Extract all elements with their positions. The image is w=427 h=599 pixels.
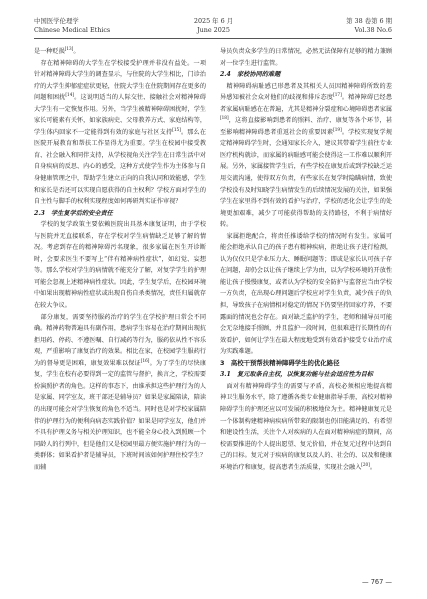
citation[interactable]: [14] [65, 92, 75, 98]
journal-name-en: Chinese Medical Ethics [34, 25, 111, 34]
section-heading-2-3: 2.3 学生复学后的安全责任 [34, 209, 113, 217]
citation[interactable]: [19] [333, 126, 342, 132]
issue-date-en: June 2025 [197, 25, 230, 34]
right-column [220, 46, 392, 473]
section-heading-2-4: 2.4 家校协同的难题 [220, 71, 281, 79]
paragraph: 导员负责众多学生的日常情况，必然无法保障有足够的精力兼顾对一位学生进行监管。 [220, 48, 392, 67]
left-column [34, 46, 206, 473]
citation[interactable]: [17] [333, 92, 342, 98]
issue-date-cn: 2025 年 6 月 [193, 17, 234, 25]
citation[interactable]: [18] [220, 115, 229, 121]
paragraph: 家属拒绝配合，将责任推诿给学校的情况时有发生。家属可能会拒绝承认自己的孩子患有精神疾病，拒绝让孩子进行检测，认为仅仅只是学业压力大、睡眠问题等；即或是家长认可孩子存在问题，却仍会以让孩子继续上学为由，以为学校环境的开放性能让孩子慢慢康复，或者认为学校的安全防护与监督应当由学校一方负责，在出现心理问题后学校应对学生负责，减少孩子的负担，导致孩子在病情相对稳定的情况下仍要坚持回家疗养，不要露面的情况也会存在。面对缺乏监护的学生，老师和辅导员可能会无奈地接手照顾，并且监护一段时间，但很难进行长期性的有效看护，如何让学生在最大程度地受到有效看护接受专业治疗成为实践难题。 [220, 232, 392, 356]
paragraph: 部分康复，需要坚持服药治疗的学生在学校护理日常会不同确。精神药物普遍具有副作用，患病学生容易在治疗期间出现抗拒用药、停药、不遵医嘱、自行减药等行为，服药依从性不容乐观，严重影响了康复治疗的效果。相比在家，在校园学生服药行为的督导更是困难，康复效果难以保证[16]。为了学生的尽快康复，学生在校有必要得到一定的监管与督护，换言之，学校需要扮演照护者的角色。这样的事态下，由谁承担这些护理行为的人是家属、同学室友，班干部还是辅导员？如果是家属陪读，陪读的出现可能会对学生恢复的角色不适当。同时也是对学校家属陪伴的护理行为的便利向病态实践价值？如果是同学室友，他们并不具有护理义务与相关护理知识，也不能全身心投入到照顾一个同龄人的行列中，但是他们又是校园里最方便实施护理行为的一类群体；如果看护者是辅导员，下班时间该如何护理住校学生？而辅 [34, 313, 206, 471]
paragraph: 面对有精神障碍学生的需要与矛盾，高校必须相应地提高精神卫生服务水平，除了遵循各类专业健康指导手册，高校对精神障碍学生的护理还应以可发展的积极地位为主。精神健康复元是一个体制构建精神病疾病所带来的限制也仍旧能满足的、有希望和建设性生活，关注个人对疾病的人在面对精神病症的期间，高校需要推进的个人提出愿望、复元价值，并在复元过程中达到自己的目标。复元对于疾病的康复以及人的、社会的、以及和健康环境治疗和康复，提高患者生活质量，实现社会融入[20]。 [220, 382, 392, 471]
section-heading-3: 3 高校干预帮扶精神障碍学生的优化路径 [220, 358, 340, 367]
citation[interactable]: [16] [140, 357, 150, 363]
volume-cn: 第 38 卷第 6 期 [346, 17, 392, 25]
citation[interactable]: [13] [64, 46, 74, 51]
citation[interactable]: [20] [361, 461, 370, 467]
paragraph: 精神障碍病耻感已形患者及其相关人员因精神障碍所致的差异感知被社会众对他们的歧视和排斥态度[17]。精神障碍已经患者家属病耻感在在普遍，尤其是精神分裂症和心境障碍患者家属[18]，这将直接影响到患者的照料、治疗、康复等各个环节，甚至影响精神障碍患者重返社会的重要因素[19]。学校实现复学规定精神障碍学生时，会通知家长介入，建议其带着学生前往专业医疗机构就诊，而家属的病耻感可能会使得这一工作难以顺利开展。另外，家属接管学生后，有些学校在康复后或到学校缺乏运用交流沟通，使得双方负责，有些家长在复学时隐瞒病情，致使学校没有及时知晓学生病情发生的后续情况发展的关注，如果强学生在家里得不到有效的看护与治疗，学校的恶化会让学生的处境更加艰难，减少了可能获得帮助的支持路径，不利于病情好转。 [220, 82, 392, 229]
journal-name-cn: 中国医学伦理学 [34, 17, 79, 25]
paragraph: 学校的复学政策主要依赖医院出具基本康复证明，由于学校与医院并无直接联系，存在学校对学生病情缺乏足够了解的情况。考虑到存在的精神障碍污名现象，很多家属在医生开诊断时，会要求医生不要写上“伴有精神病性症状”，如幻觉、妄想等。那么学校对学生的病情就不能充分了解，对复学学生的护理可能会忽视上述精神病性症状。因此，学生复学后，在校园环境中如果出现精神病性症状或出现自伤自杀类情况，责任归属就存在较大争议。 [34, 221, 206, 310]
paragraph: 是一种贬损[13]。 [34, 46, 80, 55]
volume-en: Vol.38 No.6 [354, 25, 392, 34]
running-header-volume [346, 17, 392, 34]
header-rule [34, 38, 392, 39]
paragraph: 存在精神障碍的大学生在学校接受护理并非没有益处。一项针对精神障碍大学生的调查显示，与住院的大学生相比，门诊治疗的大学生抑郁症症状更轻，住院大学生在住院期间存在更多的问题和困扰[14]。这说明适当的人际交往、接触社会对精神障碍大学生有一定恢复作用。另外，当学生被精神障碍困扰时，学生家长可能素有关怀，如家族病史、父母教养方式、家庭结构等，学生体内回家不一定能得到有效的家庭与社区支持[15]。那么在医院开展教育和帮扶工作显得尤为重要。学生在校园中接受教育、社会融入和同伴支持，从学校视角关注学生在日常生活中对自身疾病的反思、内心的感受，这种方式使学生作为主体参与自身健康管理之中，帮助学生建立正向的自我认同和效能感，学生和家长是否还可以实现自愿获得的自主权利？学校方面对学生的自主性与脚手的权利实现程度如何再研判实证作审视？ [34, 59, 206, 206]
page-number: — 767 — [362, 578, 392, 586]
section-heading-3-1: 3.1 复元取条自主权，以恢复功能与社会适应性为目标 [220, 371, 374, 379]
citation[interactable]: [15] [172, 126, 181, 132]
